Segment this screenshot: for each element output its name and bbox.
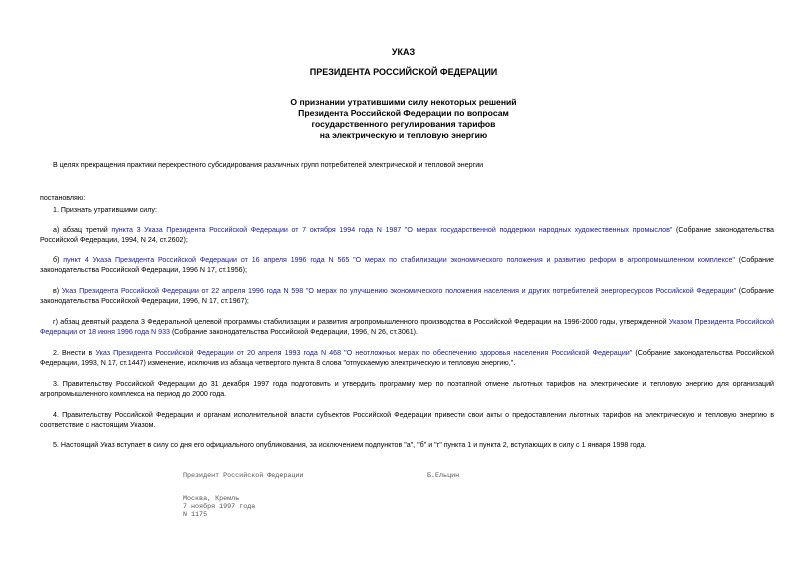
item-2-link[interactable]: Указ Президента Российской Федерации от 20 апреля 1993 года N 468 "О неотложных мерах по обеспечению здоровья населения Российской Федерации" [95,349,633,357]
item-2-text: 2. Внести в [53,349,96,357]
subject-line: на электрическую и тепловую энергию [319,130,488,140]
document-subject [0,97,807,141]
document-title: УКАЗ [391,47,416,57]
item-1a-source: (Собрание законодательства Российской Федерации, 1994, N 24, ст.2602); [40,226,774,244]
item-1a-link[interactable]: пункта 3 Указа Президента Российской Федерации от 7 октября 1994 года N 1987 "О мерах государственной поддержки народных художественных промыслов" [111,226,673,234]
item-1a-text: а) абзац третий [53,226,112,234]
item-1b-link[interactable]: пункт 4 Указа Президента Российской Федерации от 16 апреля 1996 года N 565 "О мерах по стабилизации экономического положения и развитию реформ в агропромышленном комплексе" [63,256,735,264]
item-2 [40,348,774,368]
subject-line: государственного регулирования тарифов [311,119,496,129]
item-1g-link[interactable]: Указом Президента Российской Федерации от 18 июня 1996 года N 933 [40,318,774,336]
item-1b [40,255,774,275]
subject-line: Президента Российской Федерации по вопросам [298,108,509,118]
item-1v [40,286,774,306]
item-1g-source: (Собрание законодательства Российской Федерации, 1996, N 26, ст.3061). [169,328,419,336]
item-1b-text: б) [53,256,64,264]
item-1v-source: (Собрание законодательства Российской Федерации, 1996, N 17, ст.1967); [40,287,775,305]
resolves-word: постановляю: [40,194,86,202]
preamble: В целях прекращения практики перекрестного субсидирования различных групп потребителей электрической и тепловой энергии [53,161,484,169]
document-issuer: ПРЕЗИДЕНТА РОССИЙСКОЙ ФЕДЕРАЦИИ [309,67,498,77]
item-1g-text: г) абзац девятый раздела 3 Федеральной целевой программы стабилизации и развития агропромышленного производства в Российской Федерации на 1996-2000 годы, утвержденной [53,318,669,326]
signature-number: N 1175 [183,511,208,519]
item-1v-link[interactable]: Указ Президента Российской Федерации от 22 апреля 1996 года N 598 "О мерах по улучшению экономического положения населения и других потребителей энергоресурсов Российской Федерации" [61,287,737,295]
item-3: 3. Правительству Российской Федерации до 31 декабря 1997 года подготовить и утвердить программу мер по поэтапной отмене льготных тарифов на электрические и тепловую энергию для организаций агропромышленного комплекса на период до 2000 года. [40,380,774,398]
item-1: 1. Признать утратившими силу: [53,206,157,214]
item-5: 5. Настоящий Указ вступает в силу со дня его официального опубликования, за исключением подпунктов "а", "б" и "г" пункта 1 и пункта 2, вступающих в силу с 1 января 1998 года. [53,441,647,449]
subject-line: О признании утратившими силу некоторых решений [290,97,517,107]
item-1v-text: в) [53,287,62,295]
signature-name: Б.Ельцин [427,472,460,480]
item-2-rest: (Собрание законодательства Российской Федерации, 1993, N 17, ст.1447) изменение, исключив из абзаца четвертого пункта 8 слова "отпускаемую электрическую и тепловую энергию,". [40,349,774,367]
item-1b-source: (Собрание законодательства Российской Федерации, 1996 N 17, ст.1956); [40,256,774,274]
signature-position: Президент Российской Федерации [183,472,304,480]
signature-place: Москва, Кремль [183,495,240,503]
signature-date: 7 ноября 1997 года [183,503,256,511]
item-4: 4. Правительству Российской Федерации и органам исполнительной власти субъектов Российской Федерации привести свои акты о предоставлении льготных тарифов на электрическую и тепловую энергию в соответствие с настоящим Указом. [40,411,774,429]
item-1a [40,225,774,245]
item-1g [40,317,774,337]
